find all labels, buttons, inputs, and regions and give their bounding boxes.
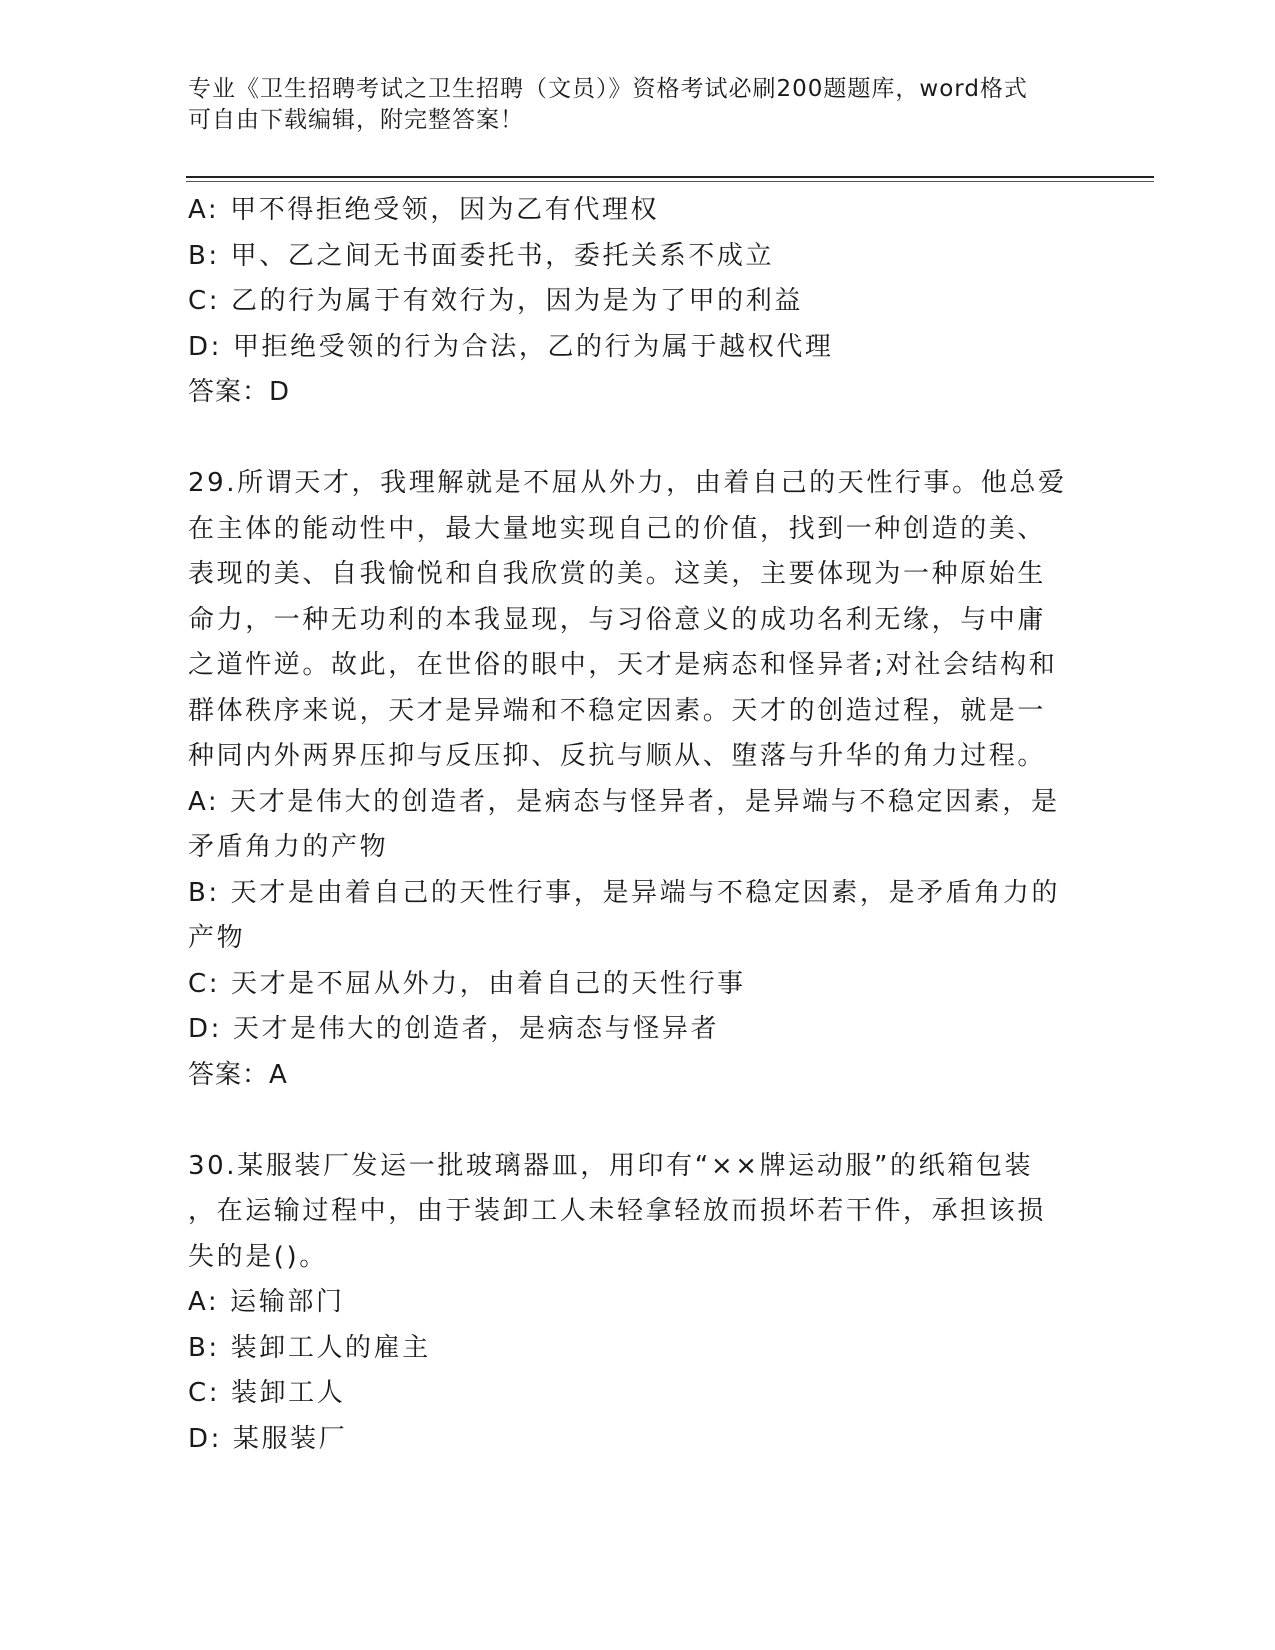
question-29-stem-line: 表现的美、自我愉悦和自我欣赏的美。这美，主要体现为一种原始生 [188, 559, 1047, 589]
header-line-2: 可自由下载编辑，附完整答案！ [188, 107, 524, 133]
option-b: B: 甲、乙之间无书面委托书，委托关系不成立 [188, 240, 775, 271]
spacer [188, 416, 1088, 462]
question-29-stem-line: 29.所谓天才，我理解就是不屈从外力，由着自己的天性行事。他总爱 [188, 468, 1067, 498]
question-28-options [188, 188, 1088, 416]
question-30-stem-line: ，在运输过程中，由于装卸工人未轻拿轻放而损坏若干件，承担该损 [188, 1196, 1047, 1226]
document-header [188, 74, 1088, 136]
answer-28: 答案：D [188, 377, 291, 407]
option-a: A: 天才是伟大的创造者，是病态与怪异者，是异端与不稳定因素，是 [188, 786, 1060, 817]
option-d: D: 某服装厂 [188, 1423, 348, 1454]
spacer [188, 1098, 1088, 1144]
question-29-stem-line: 命力，一种无功利的本我显现，与习俗意义的成功名利无缘，与中庸 [188, 604, 1047, 635]
option-b-continued: 产物 [188, 923, 246, 953]
option-a-continued: 矛盾角力的产物 [188, 832, 389, 862]
option-a: A: 甲不得拒绝受领，因为乙有代理权 [188, 195, 660, 225]
question-29-stem-line: 在主体的能动性中，最大量地实现自己的价值，找到一种创造的美、 [188, 513, 1047, 544]
question-29 [188, 461, 1088, 1098]
header-rule-thick [186, 176, 1154, 178]
question-29-stem-line: 群体秩序来说，天才是异端和不稳定因素。天才的创造过程，就是一 [188, 695, 1047, 726]
header-line-1: 专业《卫生招聘考试之卫生招聘（文员）》资格考试必刷200题题库，word格式 [188, 76, 1028, 102]
question-29-stem-line: 之道忤逆。故此，在世俗的眼中，天才是病态和怪异者;对社会结构和 [188, 650, 1058, 680]
answer-29: 答案：A [188, 1059, 288, 1090]
option-c: C: 天才是不屈从外力，由着自己的天性行事 [188, 968, 746, 999]
option-a: A: 运输部门 [188, 1287, 345, 1317]
question-30-stem-line: 30.某服装厂发运一批玻璃器皿，用印有“××牌运动服”的纸箱包装 [188, 1150, 1034, 1181]
header-rule-thin [186, 181, 1154, 182]
option-c: C: 乙的行为属于有效行为，因为是为了甲的利益 [188, 286, 803, 316]
option-b: B: 装卸工人的雇主 [188, 1332, 431, 1363]
question-30 [188, 1144, 1088, 1463]
option-d: D: 甲拒绝受领的行为合法，乙的行为属于越权代理 [188, 331, 834, 362]
option-b: B: 天才是由着自己的天性行事，是异端与不稳定因素，是矛盾角力的 [188, 877, 1061, 908]
question-30-stem-line: 失的是()。 [188, 1241, 328, 1272]
option-d: D: 天才是伟大的创造者，是病态与怪异者 [188, 1014, 720, 1044]
document-body [188, 188, 1088, 1462]
question-29-stem-line: 种同内外两界压抑与反压抑、反抗与顺从、堕落与升华的角力过程。 [188, 741, 1047, 771]
option-c: C: 装卸工人 [188, 1378, 346, 1408]
